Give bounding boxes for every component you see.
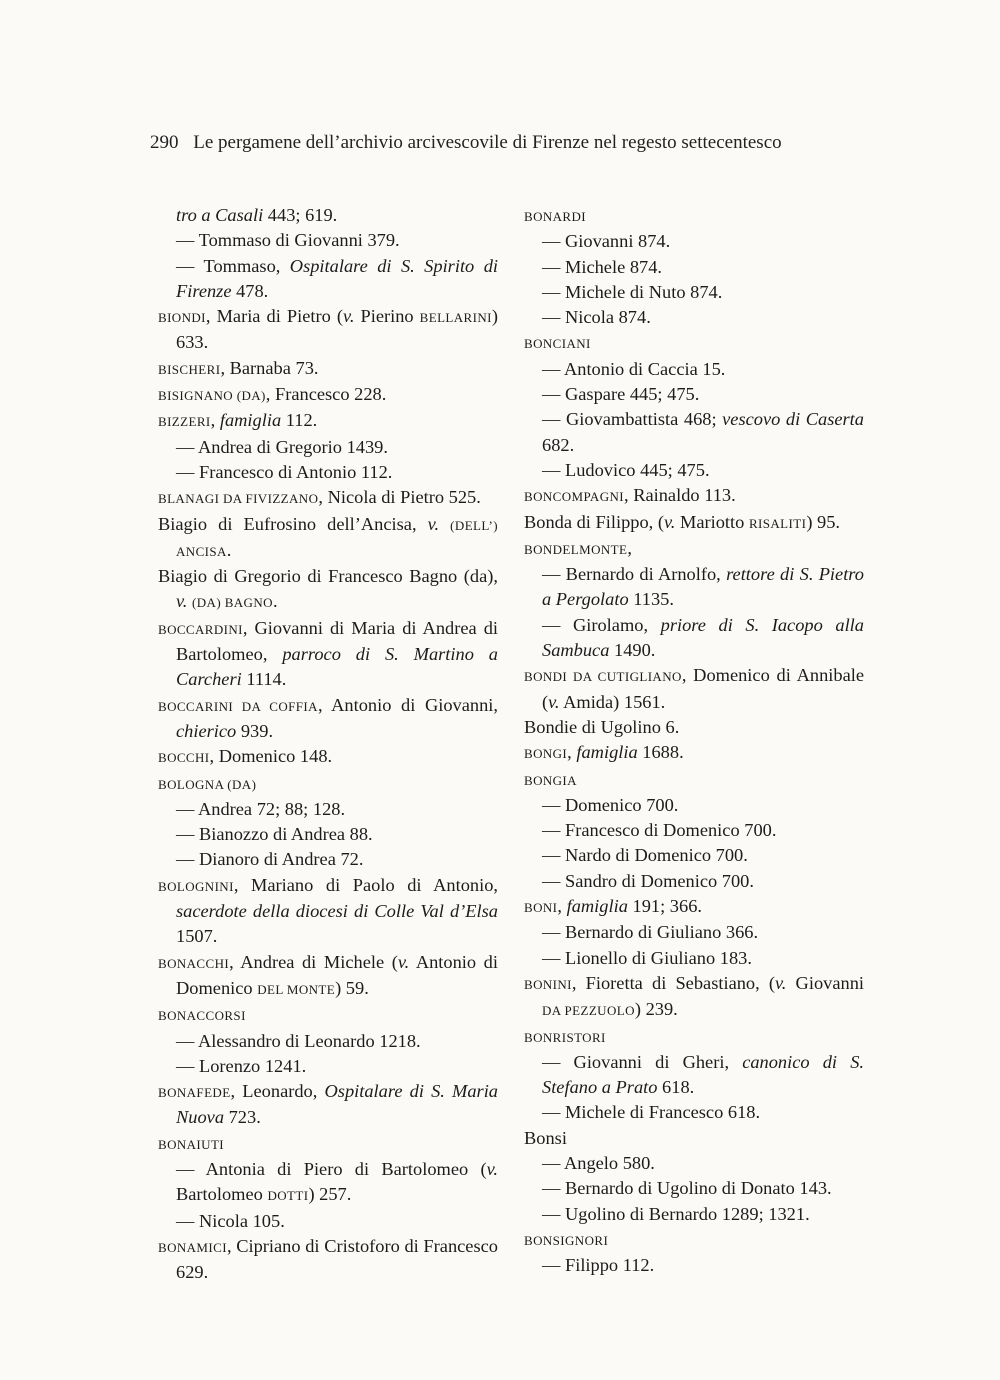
index-entry: [158, 512, 498, 565]
entry-text: — Bernardo di Giuliano 366.: [542, 922, 759, 943]
entry-text: — Nicola 105.: [176, 1210, 285, 1231]
italic-text: tro a Casali: [176, 205, 264, 225]
entry-text: 618.: [657, 1077, 695, 1098]
index-entry: [524, 767, 864, 793]
surname: BONGI: [524, 746, 568, 762]
index-subentry: [524, 1100, 864, 1125]
surname: BONGIA: [524, 772, 577, 788]
index-subentry: [524, 1253, 864, 1278]
index-subentry: [524, 1151, 864, 1176]
index-entry: [158, 771, 498, 797]
surname: DOTTI: [267, 1188, 309, 1204]
index-entry: [524, 1024, 864, 1050]
surname: BONACCORSI: [158, 1008, 246, 1024]
entry-text: — Francesco di Domenico 700.: [542, 820, 777, 841]
index-entry: [524, 1227, 864, 1253]
entry-text: , Mariano di Paolo di Antonio,: [233, 874, 498, 895]
index-entry: [158, 408, 498, 434]
index-entry: [158, 1002, 498, 1028]
index-subentry: [524, 305, 864, 330]
entry-text: .: [272, 591, 278, 612]
index-column-right: [524, 203, 864, 1278]
index-entry: [158, 616, 498, 693]
surname: DA PEZZUOLO: [542, 1003, 635, 1019]
index-entry: [158, 693, 498, 745]
surname: BONSIGNORI: [524, 1232, 609, 1248]
index-subentry: [524, 793, 864, 818]
running-title: Le pergamene dell’archivio arcivescovile di Firenze nel regesto settecentesco: [193, 132, 782, 153]
index-subentry: [524, 255, 864, 280]
index-entry: [524, 536, 864, 562]
entry-text: — Lorenzo 1241.: [176, 1055, 307, 1076]
entry-text: 1507.: [176, 926, 218, 947]
entry-text: — Andrea 72; 88; 128.: [176, 798, 346, 819]
surname: BONDELMONTE: [524, 541, 628, 557]
italic-text: Ospitalare di S. Spirito di Firenze: [176, 255, 498, 301]
index-entry: [158, 1131, 498, 1157]
entry-text: — Girolamo,: [542, 614, 661, 635]
entry-text: — Giovanni di Gheri,: [542, 1051, 743, 1072]
index-entry: [524, 971, 864, 1024]
entry-text: 939.: [236, 720, 274, 741]
entry-text: ) 239.: [634, 999, 678, 1020]
index-subentry: [158, 822, 498, 847]
entry-text: — Alessandro di Leonardo 1218.: [176, 1030, 421, 1051]
entry-text: , Maria di Pietro (: [205, 306, 344, 327]
surname: BONCOMPAGNI: [524, 489, 624, 505]
index-subentry: [524, 1176, 864, 1201]
italic-text: v.: [663, 511, 676, 532]
entry-text: Giovanni: [786, 972, 864, 993]
entry-text: , Rainaldo 113.: [624, 485, 736, 506]
italic-text: v.: [427, 513, 440, 534]
index-subentry: [158, 847, 498, 872]
surname: (DELL’) ANCISA: [176, 517, 498, 559]
index-subentry: [524, 920, 864, 945]
index-entry: [524, 663, 864, 715]
italic-text: canonico di S. Stefano a Prato: [542, 1051, 864, 1098]
surname: BONAFEDE: [158, 1085, 231, 1101]
index-entry: [524, 330, 864, 356]
entry-text: Biagio di Gregorio di Francesco Bagno (da),: [158, 566, 498, 587]
entry-text: , Leonardo,: [230, 1081, 325, 1102]
italic-text: v.: [548, 691, 560, 712]
entry-text: — Filippo 112.: [542, 1255, 655, 1276]
entry-text: , Cipriano di Cristoforo di Francesco 629.: [176, 1235, 498, 1283]
entry-text: ,: [557, 896, 567, 917]
surname: BONACCHI: [158, 955, 230, 971]
index-entry: [524, 203, 864, 229]
entry-text: Bonsi: [524, 1127, 567, 1148]
entry-text: , Barnaba 73.: [220, 357, 319, 378]
italic-text: v.: [397, 951, 410, 972]
index-subentry: [524, 357, 864, 382]
italic-text: famiglia: [566, 896, 628, 917]
index-entry: [158, 382, 498, 408]
entry-text: — Andrea di Gregorio 1439.: [176, 436, 388, 457]
entry-text: — Giovambattista 468;: [542, 409, 723, 430]
index-subentry: [524, 613, 864, 664]
index-entry: [158, 873, 498, 950]
entry-text: .: [226, 539, 232, 560]
entry-text: Mariotto: [675, 511, 749, 532]
surname: BONAIUTI: [158, 1136, 225, 1152]
entry-text: , Antonio di Giovanni,: [317, 694, 498, 715]
entry-text: — Tommaso,: [176, 255, 290, 276]
entry-text: , Fioretta di Sebastiano, (: [571, 972, 775, 993]
entry-text: — Bernardo di Arnolfo,: [542, 564, 727, 585]
surname: RISALITI: [748, 515, 807, 531]
entry-text: — Michele 874.: [542, 256, 663, 277]
italic-text: v.: [343, 306, 355, 327]
entry-text: Pierino: [354, 306, 420, 327]
entry-text: , Giovanni di Maria di Andrea di Bartolomeo,: [176, 617, 498, 665]
surname: BIONDI: [158, 310, 206, 326]
entry-text: Antonio di Domenico: [176, 951, 498, 998]
italic-text: v.: [176, 591, 188, 612]
index-subentry: [524, 562, 864, 613]
italic-text: sacerdote della diocesi di Colle Val d’Elsa: [176, 901, 498, 922]
surname: BONINI: [524, 976, 572, 992]
index-entry: [524, 715, 864, 740]
entry-text: , Andrea di Michele (: [229, 951, 398, 972]
index-entry: [158, 1234, 498, 1286]
entry-text: 1135.: [628, 589, 674, 610]
index-subentry: [524, 843, 864, 868]
italic-text: priore di S. Iacopo alla Sambuca: [542, 614, 864, 661]
index-subentry: [524, 407, 864, 458]
index-subentry: [524, 229, 864, 254]
index-entry: [158, 304, 498, 356]
surname: BONARDI: [524, 209, 587, 224]
index-subentry: [158, 254, 498, 305]
surname: BELLARINI: [419, 310, 492, 326]
surname: BOCCHI: [158, 750, 210, 766]
entry-text: , Domenico di Annibale (: [542, 665, 864, 712]
index-subentry: [524, 382, 864, 407]
entry-text: , Francesco 228.: [265, 384, 387, 405]
entry-text: 1688.: [637, 742, 684, 763]
entry-text: — Giovanni 874.: [542, 231, 671, 252]
index-subentry: [158, 1157, 498, 1209]
entry-text: — Nardo di Domenico 700.: [542, 845, 748, 866]
index-subentry: [524, 946, 864, 971]
entry-text: — Francesco di Antonio 112.: [176, 461, 393, 482]
surname: BISCHERI: [158, 361, 221, 377]
italic-text: parroco di S. Martino a Carcheri: [176, 644, 498, 690]
entry-text: Biagio di Eufrosino dell’Ancisa,: [158, 513, 428, 534]
entry-text: ) 59.: [335, 977, 369, 998]
index-entry: [158, 1079, 498, 1131]
entry-text: , Nicola di Pietro 525.: [318, 487, 481, 508]
index-entry: [524, 1126, 864, 1151]
index-entry: [158, 485, 498, 511]
surname: BIZZERI: [158, 414, 211, 430]
entry-text: — Domenico 700.: [542, 794, 679, 815]
surname: BOCCARDINI: [158, 621, 243, 637]
entry-text: — Nicola 874.: [542, 307, 651, 328]
entry-text: ,: [210, 410, 220, 431]
index-subentry: [524, 869, 864, 894]
index-subentry: [158, 435, 498, 460]
index-entry: [524, 510, 864, 536]
entry-text: — Antonia di Piero di Bartolomeo (: [176, 1158, 487, 1179]
entry-text: ) 633.: [176, 306, 498, 353]
entry-text: — Gaspare 445; 475.: [542, 384, 700, 405]
entry-text: 191; 366.: [627, 896, 702, 917]
entry-text: Amida) 1561.: [559, 691, 666, 712]
italic-text: vescovo di Caserta: [722, 409, 864, 430]
entry-text: — Michele di Francesco 618.: [542, 1102, 761, 1123]
entry-text: 1490.: [609, 640, 656, 661]
entry-text: Bartolomeo: [176, 1184, 268, 1205]
entry-text: — Antonio di Caccia 15.: [542, 358, 726, 379]
index-subentry: [524, 1202, 864, 1227]
surname: BONAMICI: [158, 1239, 227, 1255]
entry-text: — Ludovico 445; 475.: [542, 459, 710, 480]
index-subentry: [158, 1209, 498, 1234]
index-entry: [158, 744, 498, 770]
index-subentry: [524, 280, 864, 305]
entry-text: ) 257.: [308, 1184, 352, 1205]
entry-text: — Bernardo di Ugolino di Donato 143.: [542, 1178, 832, 1199]
index-entry: [524, 894, 864, 920]
index-subentry: [158, 228, 498, 253]
surname: (DA) BAGNO: [192, 595, 273, 611]
entry-text: 1114.: [241, 669, 287, 690]
italic-text: famiglia: [576, 742, 638, 763]
index-entry: [524, 740, 864, 766]
index-entry: [524, 483, 864, 509]
italic-text: famiglia: [219, 410, 282, 431]
entry-text: 478.: [231, 280, 269, 301]
entry-text: — Lionello di Giuliano 183.: [542, 947, 752, 968]
surname: BOLOGNINI: [158, 878, 234, 894]
entry-text: ,: [627, 537, 632, 558]
index-subentry: [524, 818, 864, 843]
italic-text: v.: [775, 972, 787, 993]
surname: DEL MONTE: [257, 981, 336, 997]
surname: BISIGNANO (DA): [158, 388, 266, 404]
italic-text: rettore di S. Pietro a Pergolato: [542, 564, 864, 610]
surname: BLANAGI DA FIVIZZANO: [158, 491, 319, 507]
index-subentry: [158, 460, 498, 485]
entry-text: 682.: [542, 434, 575, 455]
index-subentry: [158, 797, 498, 822]
entry-text: — Tommaso di Giovanni 379.: [176, 230, 400, 251]
entry-text: 443; 619.: [263, 205, 338, 225]
italic-text: v.: [486, 1158, 498, 1179]
running-head: [150, 131, 782, 155]
entry-text: — Sandro di Domenico 700.: [542, 870, 754, 891]
entry-text: , Domenico 148.: [209, 746, 333, 767]
italic-text: Ospitalare di S. Maria Nuova: [176, 1081, 498, 1128]
entry-text: 723.: [224, 1107, 261, 1128]
surname: BONDI DA CUTIGLIANO: [524, 669, 682, 685]
surname: BONCIANI: [524, 336, 591, 352]
entry-text: Bonda di Filippo, (: [524, 511, 664, 532]
entry-text: ) 95.: [806, 511, 841, 532]
index-entry: [158, 564, 498, 616]
entry-text: — Ugolino di Bernardo 1289; 1321.: [542, 1203, 810, 1224]
entry-text: — Michele di Nuto 874.: [542, 281, 723, 302]
index-subentry: [524, 458, 864, 483]
index-entry: [158, 950, 498, 1003]
index-subentry: [158, 1054, 498, 1079]
entry-text: [439, 514, 450, 534]
surname: BOLOGNA (DA): [158, 776, 257, 792]
surname: BOCCARINI DA COFFIA: [158, 698, 318, 714]
entry-text: — Bianozzo di Andrea 88.: [176, 824, 373, 845]
surname: BONI: [524, 900, 558, 916]
entry-text: — Dianoro di Andrea 72.: [176, 849, 364, 870]
italic-text: chierico: [176, 720, 237, 741]
index-column-left: [158, 203, 498, 1285]
index-subentry: [524, 1050, 864, 1101]
entry-text: ,: [567, 742, 577, 763]
entry-text: — Angelo 580.: [542, 1152, 655, 1173]
index-entry-continuation: [158, 203, 498, 228]
index-entry: [158, 356, 498, 382]
index-subentry: [158, 1029, 498, 1054]
entry-text: 112.: [281, 410, 318, 431]
page-number: 290: [150, 132, 179, 153]
entry-text: Bondie di Ugolino 6.: [524, 716, 680, 737]
surname: BONRISTORI: [524, 1029, 606, 1045]
